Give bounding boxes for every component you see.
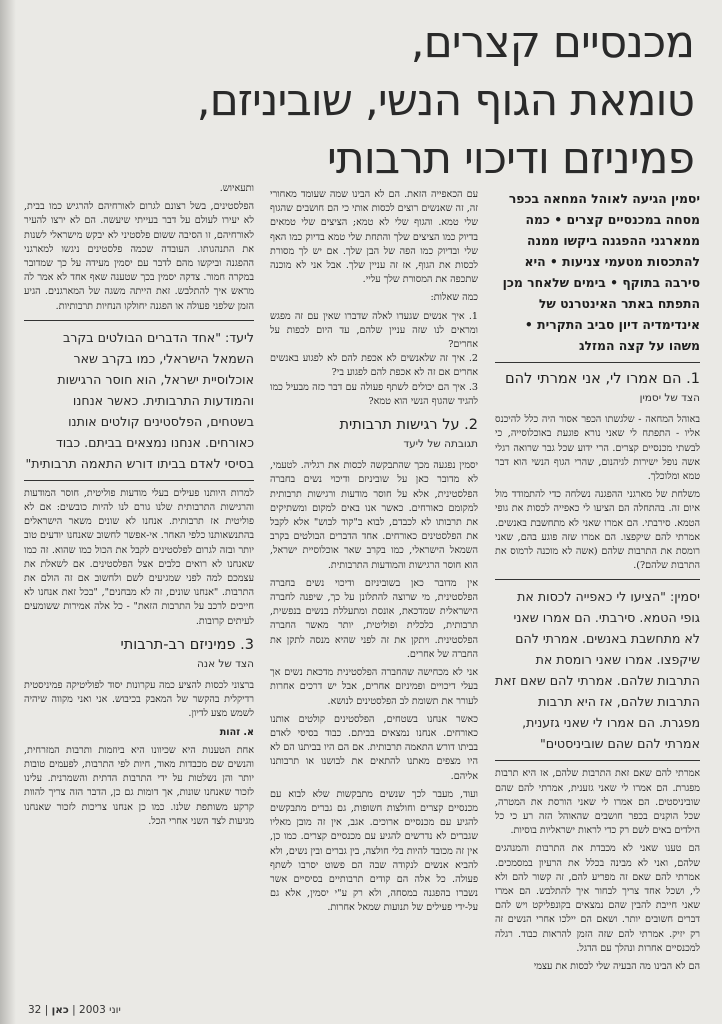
paragraph: ותעאיוש. <box>219 183 254 194</box>
section-2-heading: 2. על רגישות תרבותית <box>339 417 478 434</box>
column-left <box>24 182 254 833</box>
subsection-heading: א. זהות <box>219 726 254 738</box>
title-line-3: פמיניזם ודיכוי תרבותי <box>327 133 694 184</box>
footer-separator: | <box>68 1004 76 1016</box>
divider <box>495 579 700 580</box>
paragraph: אחת הטענות היא שכיוונו היא ביוזמות ותרבות המזרחית, והנשים שם מכבדות מאוד, חיות לפי התרבות, לפעמים טובות יותר והן נשלטות על ידי התרבות הדתית והשמרנית. עלינו לזכור שאנחנו שונות, אך דומות גם כן, הדבר הזה צריך להוות קרקע משותפת שלנו. כמו כן אנחנו צריכות לזכור שאנחנו מגיעות לצד השני אחרי הכל. <box>24 744 254 827</box>
paragraph: באוהל המחאה - שלגשתו הכפר אסור היה כלל להיכנס אליו - התפתח לי שאני נורא פוגעת באוכלוסייה, כי לבשתי מכנסיים קצרים. הרי ידוע שכל גבר שרואה רגלי אשה נופל ישירות לגיהנום, שהרי הגוף הנשי הוא דבר טמא ומלוכלך. <box>495 414 700 483</box>
article-title <box>134 14 694 188</box>
paragraph: הם לא הבינו מה הבעיה שלי לכסות את עצמי <box>533 961 700 973</box>
section-1-heading: 1. הם אמרו לי, אני אמרתי להם <box>505 371 700 387</box>
divider <box>24 480 254 481</box>
pull-quote-yasmin: יסמין: "הציעו לי כאפייה לכסות את גופי הטמא. סירבתי. הם אמרו שאני לא מתחשבת באנשים. אמרתי להם שיקפצו. אמרו שאני רומסת את התרבות שלהם. אמרתי להם שאם זאת התרבות שלהם, אז היא תרבות מפגרת. הם אמרו לי שאני גזענית, אמרתי להם שהם שוביניסטים" <box>495 589 700 752</box>
issue-date: יוני 2003 <box>79 1004 121 1016</box>
title-line-1: מכנסיים קצרים, <box>410 17 694 68</box>
paragraph: אמרתי להם שאם זאת התרבות שלהם, אז היא תרבות מפגרת. הם אמרו לי שאני גזענית, אמרתי להם שהם שוביניסטים. הם אמרו לי שאני הורסת את המטרה, שכל הוקנים בכפר חושבים שהאוהל הזה רע כי כל הילדים באים לשם רק כדי לראות ישראליות בוסיות. <box>495 768 700 837</box>
divider <box>24 320 254 321</box>
magazine-name: כאן <box>51 1004 69 1016</box>
paragraph: אני לא מכחישה שהחברה הפלסטינית מדכאת נשים אך בעלי דיכויים ופמיניזם אחרים, אבל יש דרכים אחרות לעורר את תשומת לב הפלסטינים לנושא. <box>270 667 478 707</box>
questions-list: 1. איך אנשים שגעדו לאלה שדברו שאין עם זה מפגש ומראים לנו שזה עניין שלהם, עד היום לכפות על אחרים? 2. איך זה שלאנשים לא אכפת להם לא לפגוע באנשים אחרים אם זה לא אכפת להם לפגוע בי? 3. איך הם יכולים לשתף פעולה עם דבר כזה מבעיל כמו להגיד שהגוף הנשי הוא טמא? <box>270 310 478 407</box>
section-2-subheading: תגובתה של ליעד <box>403 438 478 451</box>
paragraph: משלחת של מארגני ההפגנה נשלחה כדי להתמודד מול איום זה. בהתחלה הם הציעו לי כאפייה לכסות את גופי הטמא. סירבתי. הם אמרו שאני לא מתחשבת באנשים. אמרתי להם שיקפצו. הם אמרו שזה פוגע בהם, שאני רומסת את התרבות שלהם (אשה לא מוכנה לרמוס את התרבות שלהם?). <box>495 489 700 572</box>
section-3-heading: 3. פמיניזם רב-תרבותי <box>120 636 254 653</box>
paragraph: כאשר אנחנו בשטחים, הפלסטינים קולטים אותנו כאורחים. אנחנו נמצאים בביתם. כבוד בסיסי לאדם בביתו דורש התאמה תרבותית. אם הם היו בביתנו הם לא היו מצפים מאתנו להתאים את לבושנו או תרבותנו אליהם. <box>270 713 478 782</box>
divider <box>495 362 700 363</box>
paragraph: כמה שאלות: <box>430 292 478 304</box>
paragraph: ברצוני לכסות להציע כמה עקרונות יסוד לפוליטיקה פמיניסטית רדיקלית בהקשר של המאבק בכיבוש. אני ואני מקווה שיהיה לשמש מצע לדיון. <box>24 680 254 720</box>
paragraph: הפלסטינים, בשל רצונם לגרום לאורחיהם להרגיש כמו בבית, לא יעירו לעולם על דבר בעייתי שיעשה. הם לא ירצו להעיר לאורחיהם, זו הסיבה ששום פלסטיני לא יבקש מישראלי לשנות את התנהגותו. העובדה שכמה פלסטינים ניגשו למארגני ההפגנה וביקשו מהם לדבר עם יסמין מעידה על כך שמדובר במקרה חמור. צדקה יסמין בכך שטענה שאף אחד לא אמר לה מראש איך להתלבש. זאת הייתה משגה של המארגנים. הגיע הזמן שלפני פעולה או הפגנה יחולקו הנחיות תרבותיות. <box>24 201 254 312</box>
paragraph: יסמין נפגעה מכך שהתבקשה לכסות את רגליה. לטעמי, לא מדובר כאן על שוביניזם ודיכוי נשים בחברה הפלסטינית, אלא על חוסר מודעות ורגישות תרבותית למקומם כאורחים. כאשר אנו באים למקום ומשתיקים את תרבותו לא לכבדם, לבוא ב"קוד לבוש" אלא לקבל את הפלסטינים כאורחים. אחד הדברים הבולטים בקרב השמאל הישראלי, כמו בקרב שאר אוכלוסיית ישראל, הוא חוסר הרגישות והמודעות התרבותית. <box>270 460 478 571</box>
divider <box>495 760 700 761</box>
page-number: 32 <box>28 1004 42 1016</box>
pull-quote-liad: ליעד: "אחד הדברים הבולטים בקרב השמאל הישראלי, כמו בקרב שאר אוכלוסיית ישראל, הוא חוסר הרגישות והמודעות התרבותית. כאשר אנחנו בשטחים, הפלסטינים קולטים אותנו כאורחים. אנחנו נמצאים בביתם. כבוד בסיסי לאדם בביתו דורש התאמה תרבותית" <box>25 329 254 471</box>
page-footer <box>28 1004 121 1016</box>
lead-paragraph: יסמין הגיעה לאוהל המחאה בכפר מסחה במכנסיים קצרים • כמה ממארגני ההפגנה ביקשו ממנה להתכסות מטעמי צניעות • היא סירבה בתוקף • בימים שלאחר מכן התפתח באתר האינטרנט של אינדימדיה דיון סביב התקרית • משהו על קצה המזלג <box>502 191 700 353</box>
paragraph: אין מדובר כאן בשוביניזם ודיכוי נשים בחברה הפלסטינית, מי שרוצה להתלונן על כך, שיפנה לחברה הישראלית שמדכאת, אונסת ומתעללת בנשים בנפשית, תרבותית, כלכלית ופוליטית, יותר מאשר החברה הפלסטינית. ויתקן את זה לפני שהיא מנסה לתקן את החברה של אחרים. <box>270 577 478 660</box>
title-line-2: טומאת הגוף הנשי, שוביניזם, <box>196 75 694 126</box>
paragraph: ועוד, מעבר לכך שנשים מתבקשות שלא לבוא עם מכנסיים קצרים וחולצות חשופות, גם גברים מתבקשים להגיע עם מכנסיים ארוכים. אגב, אין זה מובן מאליו שגברים לא נדרשים להגיע עם מכנסיים קצרים. כמו כן, אין זה מכובד להיות בלי חולצה, בין גברים ובין נשים, ולא להביא אנשים לנקודה שבה הם פשוט יסרבו לשתף פעולה. כל אלה הם קודים תרבותיים בסיסיים אשר נשברו בהפגנה במסחה, ולא רק ע"י יסמין, אלא גם על-ידי פעילים של תנועות שמאל אחרות. <box>270 788 478 914</box>
column-right <box>495 188 700 978</box>
column-middle <box>270 188 478 920</box>
paragraph: למרות היותנו פעילים בעלי מודעות פוליטית, חוסר המודעות והרגישות התרבותית שלנו גורם לנו להיות כובשים: אם לא פוליטית אז תרבותית. אנחנו לא שונים משאר הישראלים בהתנשאותנו כלפי האחר. אי-אפשר לחשוב שאנחנו יודעים טוב יותר ובזה לגרום לפלסטינים לקבל את הכול כמו שהוא. זה כמו שאנחנו לא רואים כלבים אצל הפלסטינים. אם לשאלת את עצמכם למה לפני שמגיעים לשם ולחשוב אם זה הולם את התרבות. "אנחנו שונים, זה לא מבחנים", "בכל זאת אנחנו לא חייבים לרכב על התרבות הזאת" - כל אלה אמירות ששומעים לעיתים קרובות. <box>24 487 254 627</box>
section-3-subheading: הצד של אנה <box>197 657 254 670</box>
paragraph: הם טענו שאני לא מכבדת את התרבות והמנהגים שלהם, ואני לא מבינה בכלל את הרעיון במסמכים. אמרתי להם שאם זה מפריע להם, זה קשור להם ולא לי, ושכל אחד צריך לבחור איך להתלבש. הם אמרו שאני חייבת להבין שהם נמצאים בקונפליקט ויש להם דברים חשובים יותר. ושאם הם יילכו אחרי הנשים זה רק יזיק. אמרתי להם שזה הזמן להראות כבוד. רגלה למכנסיים אחרות ונהלך עם הדגל. <box>495 843 700 954</box>
footer-separator: | <box>41 1004 49 1016</box>
section-1-subheading: הצד של יסמין <box>639 392 700 404</box>
paragraph: עם הכאפייה הזאת. הם לא הבינו שמה שעומד מאחורי זה, זה שאנשים רוצים לכסות אותי כי הם חושבים שהגוף שלי טמא. והגוף שלי לא טמא; הציצים שלי טמאים בדיוק כמו הציצים שלך והתחת שלי טמא בדיוק כמו האף שלי ובדיוק כמו הפה של הבן שלך. אם יש לך מסורת לכסות את הגוף, אז זה עניין שלך. אבל אני לא מוכנה שתכפה את המסורת שלך עליי. <box>270 189 478 286</box>
